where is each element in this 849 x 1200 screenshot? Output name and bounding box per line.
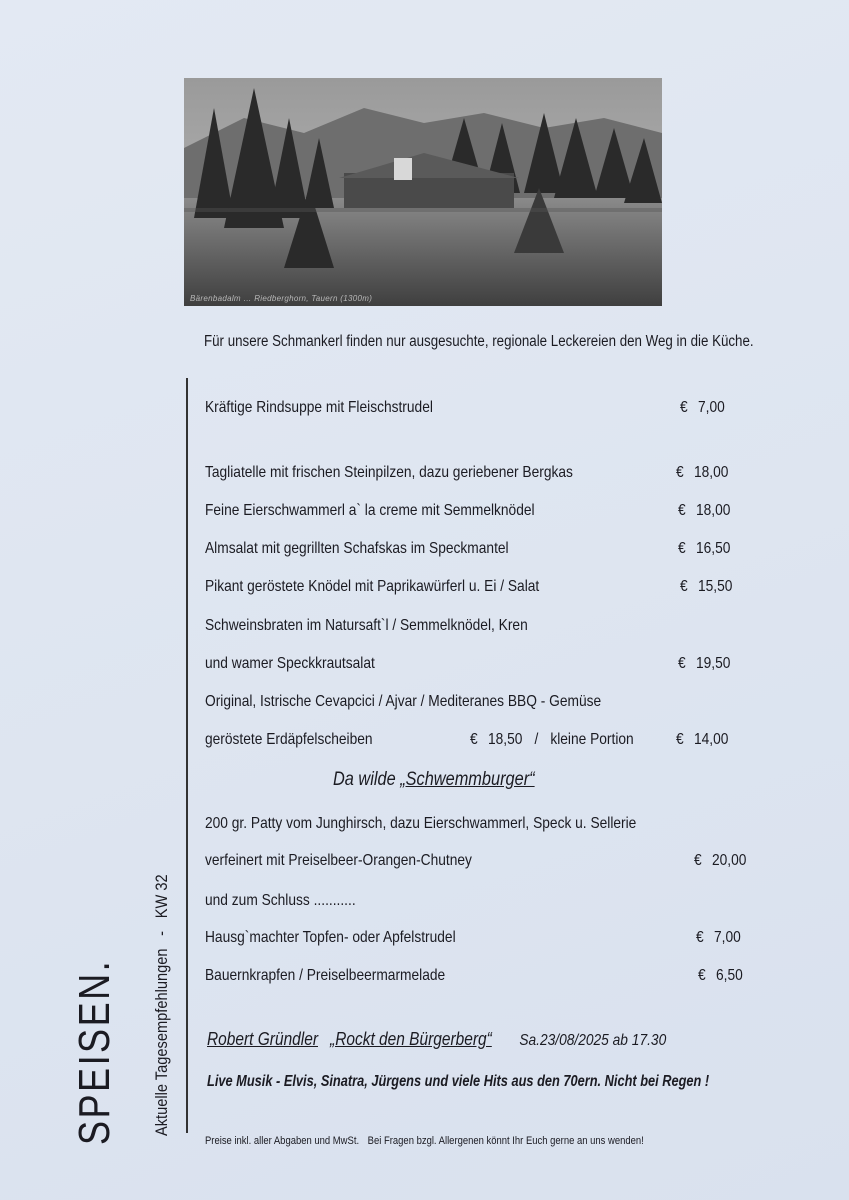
menu-item — [205, 399, 470, 417]
menu-subtitle — [152, 866, 172, 1136]
burger-price — [694, 852, 746, 870]
dessert-intro — [205, 892, 380, 910]
subtitle-dash: - — [152, 930, 171, 936]
week-label: KW 32 — [152, 874, 171, 919]
header-photo — [184, 78, 662, 306]
dessert-intro-text: und zum Schluss ........... — [205, 892, 356, 909]
currency-symbol: € — [470, 731, 478, 748]
menu-item — [205, 540, 558, 558]
event-details: Live Musik - Elvis, Sinatra, Jürgens und viele Hits aus den 70ern. Nicht bei Regen ! — [207, 1073, 710, 1090]
event-date: Sa.23/08/2025 ab 17.30 — [519, 1032, 667, 1049]
menu-item-text: Almsalat mit gegrillten Schafskas im Speckmantel — [205, 540, 509, 557]
menu-item-price — [680, 399, 725, 417]
currency-symbol: € — [696, 929, 704, 946]
menu-item-text: Pikant geröstete Knödel mit Paprikawürferl u. Ei / Salat — [205, 578, 540, 595]
alpine-hut-photo — [184, 78, 662, 306]
burger-name: „Schwemmburger“ — [400, 769, 535, 790]
footer-note — [205, 1135, 652, 1147]
divider-line — [186, 378, 188, 1133]
menu-item-text: Feine Eierschwammerl a` la creme mit Semmelknödel — [205, 502, 535, 519]
currency-symbol: € — [698, 967, 706, 984]
price-value: 18,00 — [693, 464, 729, 481]
price-separator: / — [534, 731, 539, 748]
price-value: 6,50 — [715, 967, 743, 984]
currency-symbol: € — [680, 578, 688, 595]
menu-item-text: geröstete Erdäpfelscheiben — [205, 731, 373, 748]
menu-item-price — [678, 540, 730, 558]
menu-item-text: Schweinsbraten im Natursaft`l / Semmelknödel, Kren — [205, 617, 528, 634]
dessert-item — [205, 967, 484, 985]
currency-symbol: € — [678, 655, 686, 672]
menu-item-price-regular — [470, 731, 634, 749]
currency-symbol: € — [676, 464, 684, 481]
burger-line — [205, 852, 515, 870]
price-value: 7,00 — [697, 399, 725, 416]
menu-item — [205, 731, 400, 749]
menu-item — [205, 464, 633, 482]
dessert-item-text: Bauernkrapfen / Preiselbeermarmelade — [205, 967, 446, 984]
intro-text: Für unsere Schmankerl finden nur ausgesuchte, regionale Leckereien den Weg in die Küche. — [204, 333, 754, 350]
menu-item-price — [678, 502, 730, 520]
price-value: 15,50 — [697, 578, 733, 595]
menu-item-text: und wamer Speckkrautsalat — [205, 655, 375, 672]
dessert-item — [205, 929, 496, 947]
photo-caption: Bärenbadalm … Riedberghorn, Tauern (1300m) — [190, 294, 373, 303]
side-heading — [70, 874, 171, 1145]
currency-symbol: € — [676, 731, 684, 748]
burger-line — [205, 815, 707, 833]
burger-title — [333, 769, 535, 791]
price-value: 18,00 — [695, 502, 731, 519]
price-value: 16,50 — [695, 540, 731, 557]
small-portion-label: kleine Portion — [550, 731, 634, 748]
event-line — [207, 1029, 666, 1050]
currency-symbol: € — [678, 502, 686, 519]
footer-allergen-note: Bei Fragen bzgl. Allergenen könnt Ihr Euch gerne an uns wenden! — [367, 1135, 644, 1147]
menu-item-price — [676, 464, 728, 482]
price-value: 14,00 — [693, 731, 729, 748]
price-value: 18,50 — [487, 731, 523, 748]
burger-line-text: 200 gr. Patty vom Junghirsch, dazu Eierschwammerl, Speck u. Sellerie — [205, 815, 637, 832]
dessert-price — [696, 929, 741, 947]
menu-item-price — [676, 731, 728, 749]
menu-item — [205, 502, 588, 520]
price-value: 20,00 — [711, 852, 747, 869]
dessert-item-text: Hausg`machter Topfen- oder Apfelstrudel — [205, 929, 456, 946]
subtitle-text: Aktuelle Tagesempfehlungen — [152, 948, 171, 1136]
burger-line-text: verfeinert mit Preiselbeer-Orangen-Chutney — [205, 852, 472, 869]
burger-prefix: Da wilde — [333, 769, 401, 790]
menu-item — [205, 655, 402, 673]
menu-item-text: Original, Istrische Cevapcici / Ajvar / Mediteranes BBQ - Gemüse — [205, 693, 602, 710]
menu-item-text: Tagliatelle mit frischen Steinpilzen, dazu geriebener Bergkas — [205, 464, 573, 481]
event-title: „Rockt den Bürgerberg“ — [330, 1029, 492, 1049]
menu-item — [205, 578, 594, 596]
menu-title: SPEISEN. — [70, 958, 119, 1145]
dessert-price — [698, 967, 743, 985]
menu-item-price — [678, 655, 730, 673]
currency-symbol: € — [680, 399, 688, 416]
event-artist: Robert Gründler — [207, 1029, 318, 1049]
currency-symbol: € — [694, 852, 702, 869]
price-value: 7,00 — [713, 929, 741, 946]
menu-item-text: Kräftige Rindsuppe mit Fleischstrudel — [205, 399, 433, 416]
currency-symbol: € — [678, 540, 686, 557]
menu-item — [205, 693, 666, 711]
menu-item — [205, 617, 580, 635]
footer-prices-note: Preise inkl. aller Abgaben und MwSt. — [205, 1135, 360, 1147]
price-value: 19,50 — [695, 655, 731, 672]
menu-item-price — [680, 578, 732, 596]
